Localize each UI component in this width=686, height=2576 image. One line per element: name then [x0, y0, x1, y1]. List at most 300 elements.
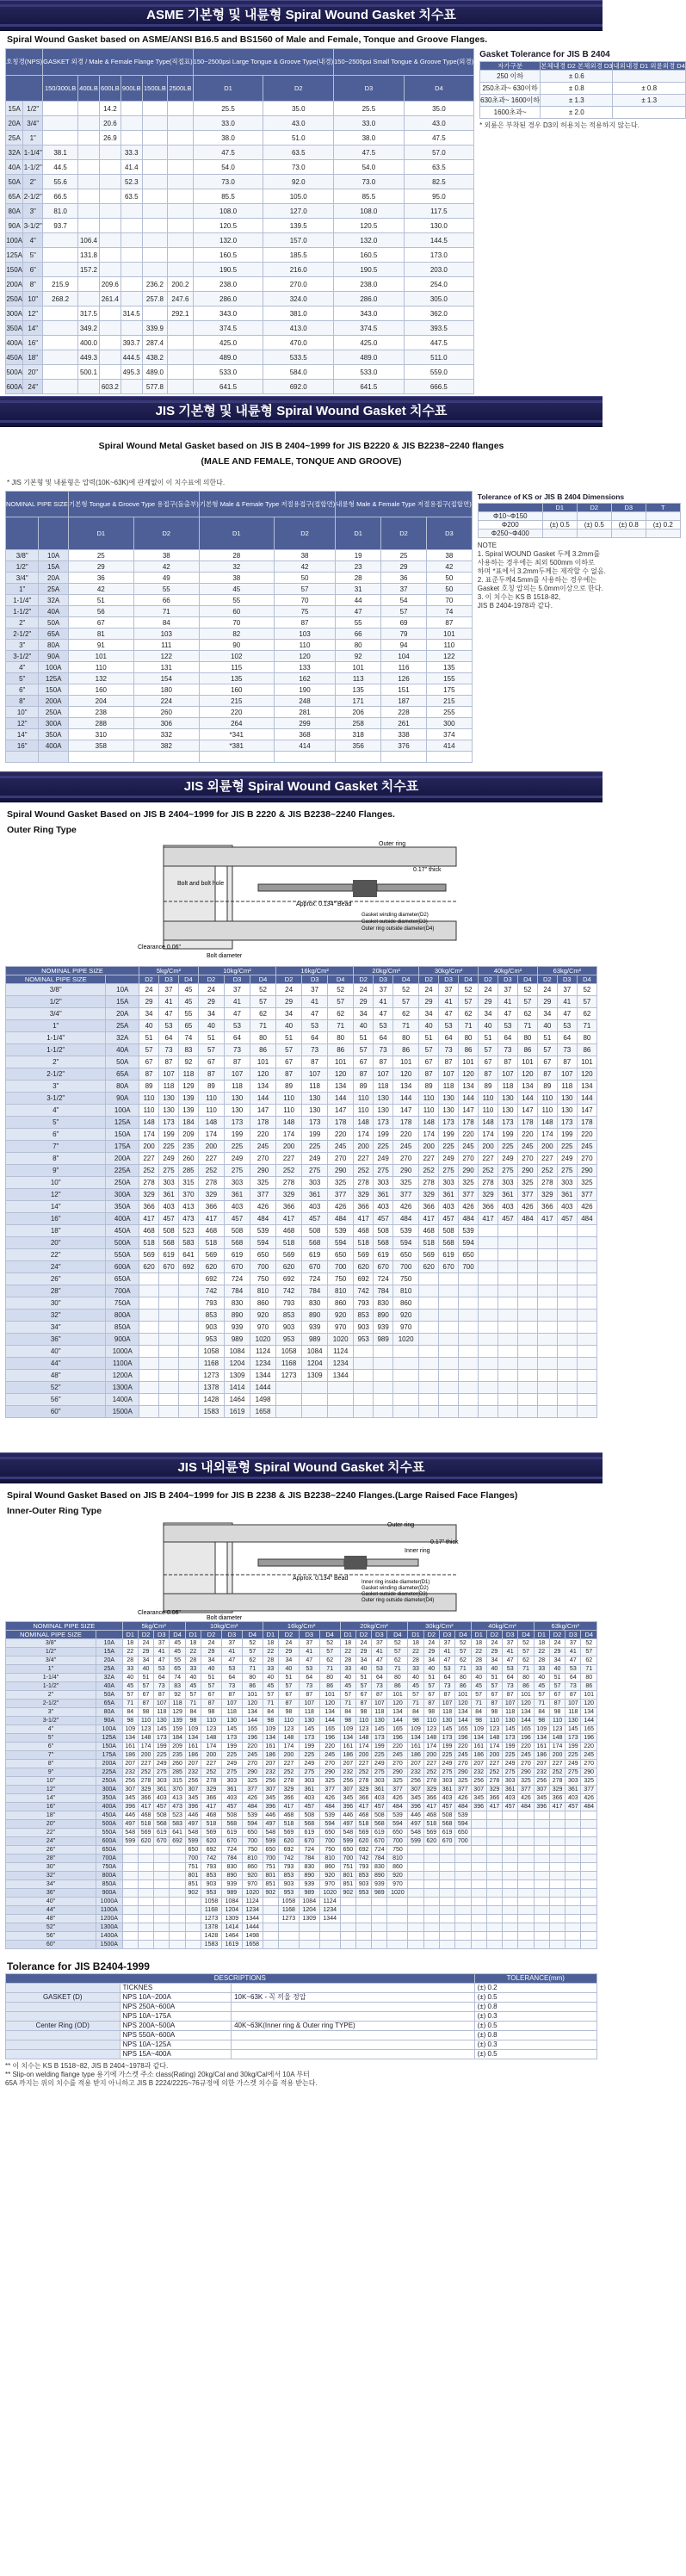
table-row: [6, 1141, 597, 1153]
value-cell: [557, 1297, 577, 1310]
size-cell: 90A: [6, 219, 23, 233]
value-cell: 40: [534, 1674, 549, 1682]
value-cell: 123: [486, 1725, 502, 1734]
value-cell: 37: [439, 1639, 454, 1648]
value-cell: 343.0: [334, 307, 405, 321]
value-cell: 860: [387, 1863, 408, 1872]
value-cell: 28: [408, 1656, 423, 1665]
value-cell: 47: [159, 1008, 179, 1020]
size-cell: 3/4": [6, 1656, 96, 1665]
value-cell: [581, 1863, 597, 1872]
value-cell: 35.0: [404, 102, 474, 116]
value-cell: 939: [221, 1880, 242, 1889]
value-cell: 145: [221, 1725, 242, 1734]
tolerance-cell: [6, 2003, 121, 2012]
value-cell: 270: [518, 1760, 534, 1768]
value-cell: 118: [299, 1708, 319, 1717]
value-cell: 89: [537, 1081, 557, 1093]
value-cell: [139, 1406, 159, 1418]
value-cell: [328, 1394, 354, 1406]
value-cell: 619: [374, 1249, 393, 1261]
value-cell: [393, 1394, 419, 1406]
value-cell: 641.5: [334, 380, 405, 394]
value-cell: 225: [439, 1141, 459, 1153]
value-cell: 71: [387, 1665, 408, 1674]
table-row: [6, 729, 473, 740]
value-cell: [439, 1310, 459, 1322]
value-cell: [68, 752, 133, 763]
value-cell: 34: [549, 1656, 565, 1665]
value-cell: [121, 219, 142, 233]
value-cell: 670: [224, 1261, 250, 1273]
value-cell: 26.9: [99, 131, 121, 146]
table-row: [6, 2031, 597, 2040]
value-cell: 801: [263, 1872, 278, 1880]
value-cell: 252: [355, 1768, 371, 1777]
value-cell: 36: [68, 573, 133, 584]
value-cell: 1619: [224, 1406, 250, 1418]
value-cell: 42: [133, 561, 199, 573]
value-cell: [139, 1273, 159, 1285]
value-cell: 232: [408, 1768, 423, 1777]
diagram3-label-d1: Inner ring inside diameter(D1): [362, 1580, 430, 1585]
size-cell: 8": [6, 1153, 106, 1165]
value-cell: 890: [221, 1872, 242, 1880]
value-cell: [419, 1358, 439, 1370]
value-cell: 793: [278, 1863, 299, 1872]
asme-tolerance-title: Gasket Tolerance for JIS B 2404: [479, 50, 610, 59]
value-cell: 751: [263, 1863, 278, 1872]
table-row: [6, 1394, 597, 1406]
diagram-label-clearance: Clearance 0.06": [138, 944, 181, 951]
value-cell: 446: [185, 1811, 201, 1820]
value-cell: [577, 1322, 596, 1334]
size-cell: 80A: [39, 640, 68, 651]
value-cell: 42: [68, 584, 133, 595]
col-header: D1: [534, 1631, 549, 1639]
value-cell: 366: [549, 1794, 565, 1803]
value-cell: 98: [263, 1717, 278, 1725]
table-row: [6, 1717, 597, 1725]
value-cell: 118: [302, 1081, 328, 1093]
value-cell: 173: [439, 1117, 459, 1129]
value-cell: 148: [276, 1117, 302, 1129]
value-cell: 989: [299, 1889, 319, 1898]
tolerance-cell: ± 1.3: [541, 95, 613, 107]
value-cell: 290: [393, 1165, 419, 1177]
value-cell: 784: [302, 1285, 328, 1297]
size-cell: 100A: [6, 233, 23, 248]
table-row: [6, 219, 474, 233]
value-cell: 73: [224, 1044, 250, 1056]
value-cell: 18: [185, 1639, 201, 1648]
value-cell: 47: [557, 1008, 577, 1020]
value-cell: [168, 350, 194, 365]
value-cell: 290: [455, 1768, 471, 1777]
size-cell: 500A: [6, 365, 23, 380]
value-cell: [78, 380, 100, 394]
value-cell: 417: [537, 1213, 557, 1225]
value-cell: 28: [263, 1656, 278, 1665]
value-cell: 670: [299, 1837, 319, 1846]
value-cell: 45: [408, 1682, 423, 1691]
value-cell: 249: [557, 1153, 577, 1165]
value-cell: 1273: [201, 1915, 222, 1923]
value-cell: 329: [423, 1786, 439, 1794]
value-cell: [518, 1846, 534, 1855]
value-cell: 57: [263, 1691, 278, 1700]
value-cell: 82: [199, 629, 274, 640]
value-cell: 45: [199, 584, 274, 595]
value-cell: 22: [340, 1648, 355, 1656]
value-cell: [471, 1880, 486, 1889]
value-cell: 84: [534, 1708, 549, 1717]
value-cell: [439, 1334, 459, 1346]
value-cell: 29: [486, 1648, 502, 1656]
value-cell: 329: [486, 1786, 502, 1794]
value-cell: 87: [549, 1700, 565, 1708]
value-cell: 57: [139, 1044, 159, 1056]
value-cell: 87: [299, 1691, 319, 1700]
value-cell: [43, 350, 78, 365]
value-cell: [498, 1382, 517, 1394]
value-cell: 518: [201, 1820, 222, 1829]
value-cell: 270: [393, 1153, 419, 1165]
value-cell: [479, 1346, 498, 1358]
value-cell: [387, 1923, 408, 1932]
value-cell: [557, 1285, 577, 1297]
value-cell: [178, 1370, 198, 1382]
value-cell: 139: [178, 1105, 198, 1117]
value-cell: [581, 1932, 597, 1941]
value-cell: 50: [426, 584, 472, 595]
value-cell: 29: [355, 1648, 371, 1656]
value-cell: 920: [242, 1872, 263, 1880]
value-cell: [549, 1872, 565, 1880]
value-cell: 109: [263, 1725, 278, 1734]
value-cell: 403: [299, 1794, 319, 1803]
col-header: D4: [393, 975, 419, 984]
value-cell: [78, 131, 100, 146]
size-cell: 250A: [6, 292, 23, 307]
value-cell: 34: [423, 1656, 439, 1665]
value-cell: 144: [387, 1717, 408, 1725]
value-cell: [517, 1249, 537, 1261]
value-cell: 902: [340, 1889, 355, 1898]
value-cell: 110: [201, 1717, 222, 1725]
value-cell: [549, 1898, 565, 1906]
size-cell: 24": [6, 1261, 106, 1273]
value-cell: 1020: [328, 1334, 354, 1346]
size-cell: 750A: [106, 1297, 139, 1310]
col-header: D4: [581, 1631, 597, 1639]
value-cell: 25: [68, 550, 133, 561]
value-cell: 64: [154, 1674, 170, 1682]
value-cell: 345: [185, 1794, 201, 1803]
value-cell: 52: [459, 984, 479, 996]
value-cell: 650: [340, 1846, 355, 1855]
value-cell: 329: [201, 1786, 222, 1794]
value-cell: 548: [185, 1829, 201, 1837]
table-row: [6, 1370, 597, 1382]
table-row: [478, 512, 680, 521]
value-cell: [78, 204, 100, 219]
value-cell: 376: [381, 740, 427, 752]
value-cell: [549, 1932, 565, 1941]
value-cell: 361: [374, 1189, 393, 1201]
value-cell: 29: [276, 996, 302, 1008]
value-cell: 227: [419, 1153, 439, 1165]
size-cell: 550A: [96, 1829, 122, 1837]
tolerance-cell: Φ250~Φ400: [478, 529, 542, 538]
value-cell: 920: [328, 1310, 354, 1322]
value-cell: 249: [302, 1153, 328, 1165]
value-cell: 366: [354, 1201, 374, 1213]
col-header: D2: [133, 517, 199, 550]
value-cell: 227: [479, 1153, 498, 1165]
value-cell: 40: [471, 1674, 486, 1682]
value-cell: 700: [263, 1855, 278, 1863]
value-cell: 484: [328, 1213, 354, 1225]
value-cell: [43, 102, 78, 116]
header-row: [6, 49, 474, 76]
value-cell: 80: [517, 1032, 537, 1044]
value-cell: 18: [122, 1639, 138, 1648]
value-cell: 40: [263, 1674, 278, 1682]
value-cell: 73: [439, 1044, 459, 1056]
value-cell: [178, 1406, 198, 1418]
value-cell: [537, 1406, 557, 1418]
value-cell: 53: [221, 1665, 242, 1674]
value-cell: [565, 1906, 581, 1915]
value-cell: 109: [340, 1725, 355, 1734]
value-cell: 144: [459, 1093, 479, 1105]
value-cell: 238: [68, 707, 133, 718]
table-row: [6, 307, 474, 321]
col-header: D3: [159, 975, 179, 984]
value-cell: 53: [439, 1020, 459, 1032]
size-cell: 500A: [96, 1820, 122, 1829]
value-cell: 1020: [319, 1889, 340, 1898]
value-cell: 620: [139, 1261, 159, 1273]
value-cell: 40: [138, 1665, 153, 1674]
diagram3-label-bolt-diameter: Bolt diameter: [207, 1615, 243, 1621]
value-cell: 508: [439, 1225, 459, 1237]
value-cell: 145: [439, 1725, 454, 1734]
size-cell: 15A: [106, 996, 139, 1008]
value-cell: 107: [439, 1068, 459, 1081]
size-cell: 3/8": [6, 550, 39, 561]
value-cell: 130: [498, 1093, 517, 1105]
col-header: NOMINAL PIPE SIZE: [6, 1622, 123, 1631]
value-cell: [139, 1346, 159, 1358]
value-cell: [565, 1820, 581, 1829]
value-cell: 185.5: [263, 248, 334, 263]
value-cell: 25.5: [334, 102, 405, 116]
value-cell: 70: [199, 617, 274, 629]
value-cell: 110: [198, 1093, 224, 1105]
value-cell: 377: [393, 1189, 419, 1201]
size-cell: 125A: [106, 1117, 139, 1129]
value-cell: 144: [518, 1717, 534, 1725]
value-cell: 285: [178, 1165, 198, 1177]
value-cell: [517, 1394, 537, 1406]
value-cell: 29: [354, 996, 374, 1008]
value-cell: 200: [138, 1751, 153, 1760]
value-cell: [354, 1406, 374, 1418]
tolerance-section: [0, 1949, 603, 2088]
value-cell: 50: [274, 573, 336, 584]
value-cell: 403: [498, 1201, 517, 1213]
value-cell: 332: [133, 729, 199, 740]
value-cell: [154, 1863, 170, 1872]
value-cell: 255: [426, 707, 472, 718]
size-cell: 22": [6, 1829, 96, 1837]
value-cell: 57: [408, 1691, 423, 1700]
value-cell: 110: [549, 1717, 565, 1725]
value-cell: 518: [276, 1237, 302, 1249]
value-cell: [354, 1346, 374, 1358]
pressure-header: 30kg/Cm²: [419, 967, 479, 975]
value-cell: [423, 1872, 439, 1880]
table-row: [6, 233, 474, 248]
tolerance-cell: [646, 529, 680, 538]
value-cell: 270: [459, 1153, 479, 1165]
value-cell: [139, 1297, 159, 1310]
value-cell: 569: [354, 1249, 374, 1261]
value-cell: [534, 1906, 549, 1915]
col-header: D3: [439, 1631, 454, 1639]
value-cell: [340, 1898, 355, 1906]
value-cell: [459, 1285, 479, 1297]
value-cell: [534, 1880, 549, 1889]
value-cell: 139.5: [263, 219, 334, 233]
size-cell: 1": [6, 1020, 106, 1032]
value-cell: 73: [503, 1682, 518, 1691]
value-cell: 71: [534, 1700, 549, 1708]
value-cell: 57: [381, 606, 427, 617]
value-cell: 209.6: [99, 277, 121, 292]
value-cell: 446: [122, 1811, 138, 1820]
value-cell: [471, 1820, 486, 1829]
value-cell: [439, 1855, 454, 1863]
value-cell: 569: [423, 1829, 439, 1837]
value-cell: 33.0: [334, 116, 405, 131]
value-cell: 361: [439, 1786, 454, 1794]
value-cell: [486, 1915, 502, 1923]
value-cell: 692: [276, 1273, 302, 1285]
value-cell: 220: [393, 1129, 419, 1141]
value-cell: 73.0: [263, 160, 334, 175]
value-cell: [121, 204, 142, 219]
value-cell: 28: [336, 573, 381, 584]
value-cell: 95.0: [404, 189, 474, 204]
value-cell: 57: [278, 1682, 299, 1691]
value-cell: 67: [201, 1691, 222, 1700]
value-cell: 38.1: [43, 146, 78, 160]
value-cell: 165: [319, 1725, 340, 1734]
value-cell: 110: [419, 1093, 439, 1105]
value-cell: 80: [581, 1674, 597, 1682]
value-cell: 200: [198, 1141, 224, 1153]
size-cell: 125A: [96, 1734, 122, 1743]
value-cell: 34: [354, 1008, 374, 1020]
value-cell: 148: [278, 1734, 299, 1743]
value-cell: 51: [479, 1032, 498, 1044]
size-cell: 1300A: [96, 1923, 122, 1932]
size-cell: 26": [6, 1273, 106, 1285]
size-cell: 32": [6, 1310, 106, 1322]
value-cell: [517, 1285, 537, 1297]
value-cell: 227: [423, 1760, 439, 1768]
value-cell: 594: [328, 1237, 354, 1249]
value-cell: 303: [439, 1777, 454, 1786]
size-cell: 350A: [106, 1201, 139, 1213]
value-cell: [419, 1310, 439, 1322]
value-cell: 225: [159, 1141, 179, 1153]
size-cell: 10": [23, 292, 43, 307]
value-cell: 42: [274, 561, 336, 573]
value-cell: 1058: [201, 1898, 222, 1906]
size-cell: 1/2": [6, 1648, 96, 1656]
value-cell: 123: [423, 1725, 439, 1734]
diagram3-label-thick: 0.17" thick: [430, 1539, 459, 1545]
col-header: T: [646, 504, 680, 512]
value-cell: [565, 1915, 581, 1923]
value-cell: 670: [159, 1261, 179, 1273]
value-cell: [355, 1898, 371, 1906]
size-cell: 350A: [39, 729, 68, 740]
col-header: D2: [201, 1631, 222, 1639]
value-cell: 134: [577, 1081, 596, 1093]
value-cell: 252: [423, 1768, 439, 1777]
value-cell: *381: [199, 740, 274, 752]
value-cell: 41: [159, 996, 179, 1008]
table-row: [6, 1093, 597, 1105]
value-cell: 484: [517, 1213, 537, 1225]
value-cell: 130: [221, 1717, 242, 1725]
value-cell: 80: [455, 1674, 471, 1682]
value-cell: [577, 1285, 596, 1297]
value-cell: 361: [372, 1786, 387, 1794]
value-cell: 539: [387, 1811, 408, 1820]
value-cell: 275: [565, 1768, 581, 1777]
value-cell: 1020: [242, 1889, 263, 1898]
value-cell: [170, 1889, 185, 1898]
value-cell: 1309: [299, 1915, 319, 1923]
table-row: [6, 1322, 597, 1334]
value-cell: 174: [201, 1743, 222, 1751]
value-cell: 568: [224, 1237, 250, 1249]
value-cell: 650: [185, 1846, 201, 1855]
table-row: [6, 1794, 597, 1803]
tolerance-cell: 1600초과~: [480, 107, 541, 119]
value-cell: [381, 752, 427, 763]
value-cell: [168, 102, 194, 116]
tolerance-cell: NPS 200A~500A: [120, 2022, 232, 2031]
size-cell: 60": [6, 1406, 106, 1418]
value-cell: 80: [250, 1032, 276, 1044]
table-row: [6, 1811, 597, 1820]
value-cell: 147: [459, 1105, 479, 1117]
value-cell: [498, 1237, 517, 1249]
size-cell: 450A: [106, 1225, 139, 1237]
value-cell: 148: [139, 1117, 159, 1129]
value-cell: 1378: [198, 1382, 224, 1394]
value-cell: [142, 175, 167, 189]
value-cell: 186: [340, 1751, 355, 1760]
value-cell: 784: [372, 1855, 387, 1863]
